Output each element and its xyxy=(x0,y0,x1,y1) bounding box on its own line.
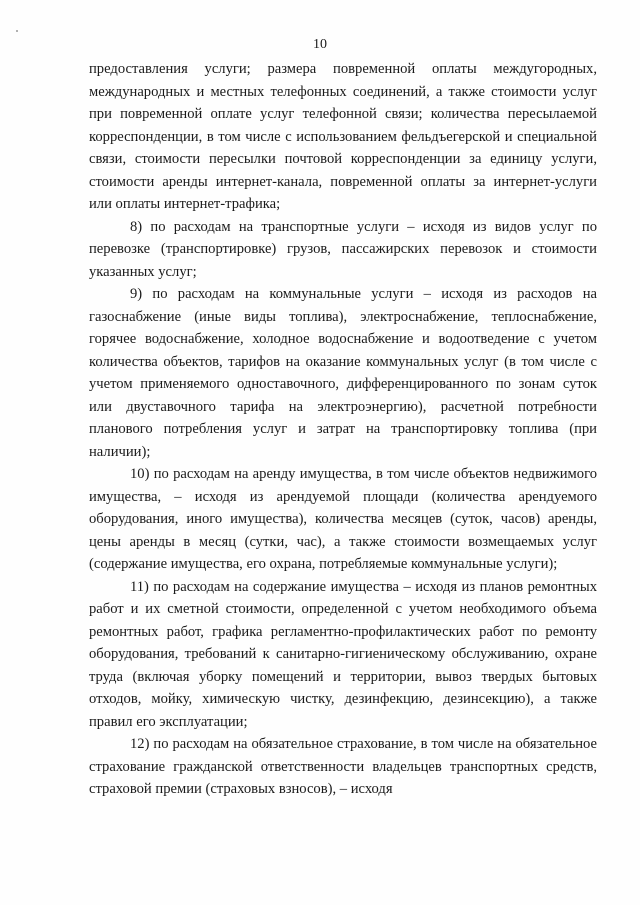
paragraph-9-utility-services: 9) по расходам на коммунальные услуги – исходя из расходов на газоснабжение (иные виды топлива), электроснабжение, теплоснабжение, горячее водоснабжение, холодное водоснабжение и водоотведение с учетом количества объектов, тарифов на оказание коммунальных услуг (в том числе с учетом применяемого одноставочного, дифференцированного по зонам суток или двуставочного тарифа на электроэнергию), расчетной потребности планового потребления услуг и затрат на транспортировку топлива (при наличии); xyxy=(89,286,597,460)
paragraph-7-continuation: предоставления услуги; размера повременной оплаты междугородных, международных и местных телефонных соединений, а также стоимости услуг при повременной оплате услуг телефонной связи; количества пересылаемой корреспонденции, в том числе с использованием фельдъегерской и специальной связи, стоимости пересылки почтовой корреспонденции за единицу услуги, стоимости аренды интернет-канала, повременной оплаты за интернет-услуги или оплаты интернет-трафика; xyxy=(89,61,597,212)
document-body xyxy=(89,58,597,801)
page-number: 10 xyxy=(313,37,327,52)
paragraph-8-transport-services: 8) по расходам на транспортные услуги – исходя из видов услуг по перевозке (транспортировке) грузов, пассажирских перевозок и стоимости указанных услуг; xyxy=(89,218,597,280)
scan-artifact xyxy=(16,30,18,32)
paragraph-12-mandatory-insurance: 12) по расходам на обязательное страхование, в том числе на обязательное страхование гражданской ответственности владельцев транспортных средств, страховой премии (страховых взносов), – исходя xyxy=(89,736,597,797)
paragraph-11-property-maintenance: 11) по расходам на содержание имущества – исходя из планов ремонтных работ и их сметной стоимости, определенной с учетом необходимого объема ремонтных работ, графика регламентно-профилактических работ по ремонту оборудования, требований к санитарно-гигиеническому обслуживанию, охране труда (включая уборку помещений и территории, вывоз твердых бытовых отходов, мойку, химическую чистку, дезинфекцию, дезинсекцию), а также правил его эксплуатации; xyxy=(89,578,597,730)
paragraph-10-property-rental: 10) по расходам на аренду имущества, в том числе объектов недвижимого имущества, – исходя из арендуемой площади (количества арендуемого оборудования, иного имущества), количества месяцев (суток, часов) аренды, цены аренды в месяц (сутки, час), а также стоимости возмещаемых услуг (содержание имущества, его охрана, потребляемые коммунальные услуги); xyxy=(89,466,597,572)
